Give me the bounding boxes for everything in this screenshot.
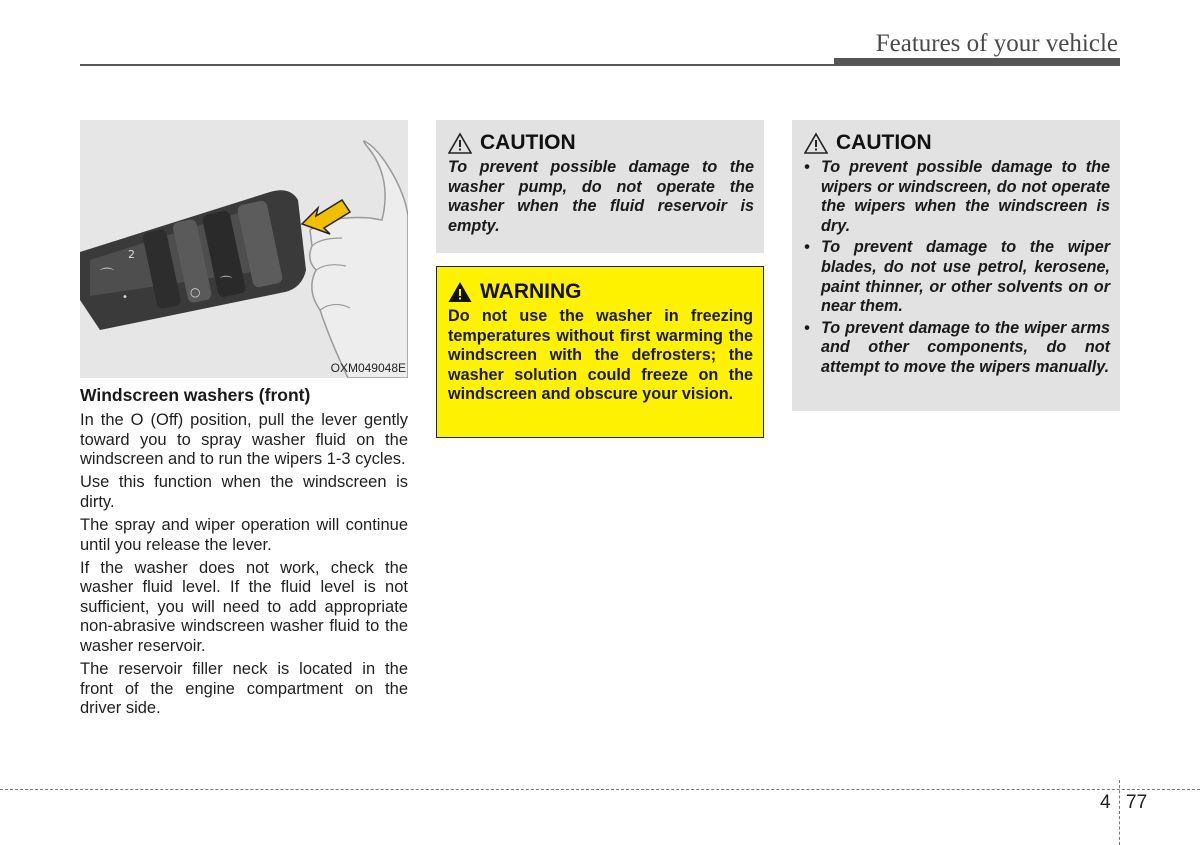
body-paragraph: The spray and wiper operation will continue until you release the lever.: [80, 515, 408, 554]
svg-text:⌒: ⌒: [100, 268, 114, 284]
caution-list-item: • To prevent damage to the wiper arms and other components, do not attempt to move the wipers manually.: [804, 318, 1110, 376]
caution-triangle-icon: [804, 132, 828, 154]
header-rule-thin: [80, 64, 840, 66]
caution-triangle-icon: [448, 132, 472, 154]
figure-code: OXM049048E: [330, 361, 406, 375]
caution-box-washer-pump: [436, 120, 764, 253]
caution-heading: CAUTION: [836, 131, 932, 154]
wiper-lever-drawing: [80, 120, 408, 378]
svg-text:○: ○: [190, 285, 201, 299]
warning-heading: WARNING: [480, 280, 582, 303]
caution-heading: CAUTION: [480, 131, 576, 154]
chapter-number: 4: [1100, 792, 1111, 813]
svg-text:2: 2: [128, 248, 135, 261]
warning-box: [436, 266, 764, 438]
caution-list-item: • To prevent damage to the wiper blades, do not use petrol, kerosene, paint thinner, or other solvents on or near them.: [804, 238, 1110, 316]
header-rule-thick: [834, 58, 1120, 66]
caution-box-wipers: [792, 120, 1120, 411]
warning-triangle-icon: [448, 281, 472, 303]
warning-text: Do not use the washer in freezing temperatures without first warming the windscreen with the defrosters; the washer solution could freeze on the windscreen and obscure your vision.: [448, 307, 753, 404]
wiper-lever-illustration: [80, 120, 408, 378]
svg-text:⌒: ⌒: [220, 275, 233, 289]
caution-text: To prevent possible damage to the washer pump, do not operate the washer when the fluid reservoir is empty.: [448, 158, 754, 235]
body-paragraph: The reservoir filler neck is located in the front of the engine compartment on the driver side.: [80, 660, 408, 718]
caution-list-item: • To prevent possible damage to the wipers or windscreen, do not operate the wipers when the windscreen is dry.: [804, 158, 1110, 235]
caution-list: [804, 158, 1110, 378]
body-paragraph: If the washer does not work, check the washer fluid level. If the fluid level is not sufficient, you will need to add appropriate non-abrasive windscreen washer fluid to the washer reservoir.: [80, 558, 408, 656]
svg-text:•: •: [122, 292, 128, 303]
footer-dashed-line: [0, 789, 1200, 790]
page-header-title: Features of your vehicle: [875, 30, 1118, 57]
body-paragraph: Use this function when the windscreen is dirty.: [80, 473, 408, 511]
section-title: Windscreen washers (front): [80, 385, 311, 405]
footer-dashed-divider: [1119, 780, 1120, 845]
body-paragraph: In the O (Off) position, pull the lever gently toward you to spray washer fluid on the windscreen and to run the wipers 1-3 cycles.: [80, 411, 408, 469]
section-body: [80, 411, 408, 722]
page-number: 77: [1126, 792, 1148, 813]
